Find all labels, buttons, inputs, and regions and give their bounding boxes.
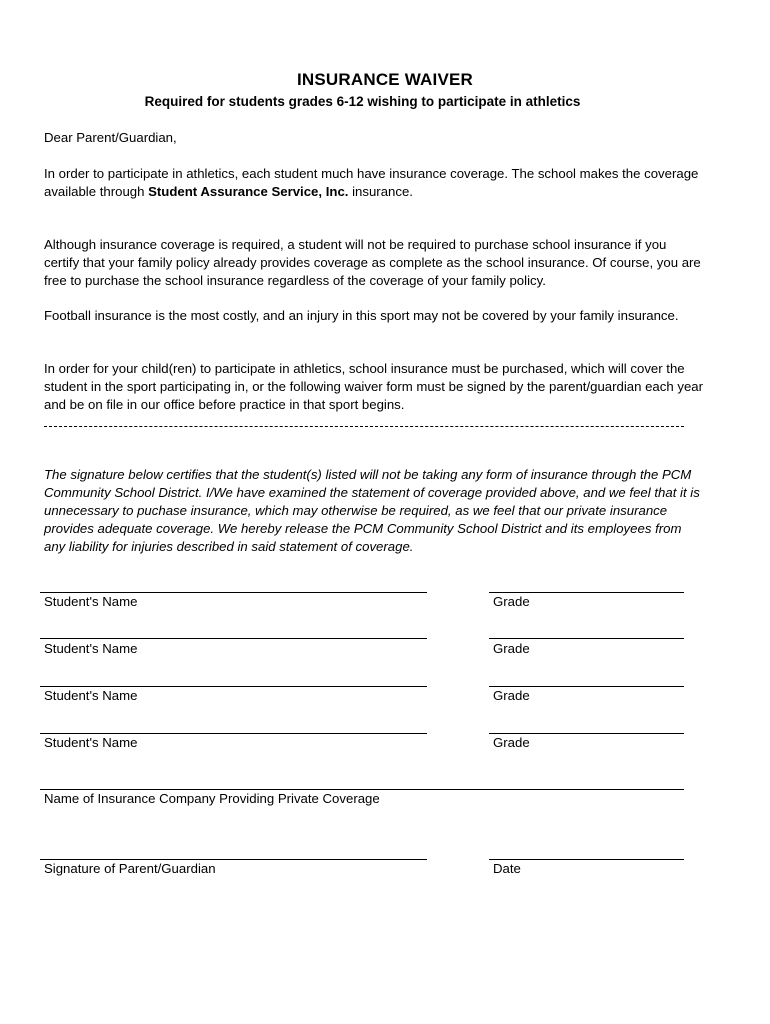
page-title: INSURANCE WAIVER [296, 70, 474, 89]
paragraph-coverage [44, 165, 704, 201]
student-name-line-3[interactable] [40, 686, 427, 687]
cut-line-divider [44, 426, 684, 427]
date-line[interactable] [489, 859, 684, 860]
student-name-label: Student's Name [44, 688, 138, 703]
student-name-line-2[interactable] [40, 638, 427, 639]
student-name-label: Student's Name [44, 641, 138, 656]
paragraph-family-policy: Although insurance coverage is required, a student will not be required to purchase school insurance if you certify that your family policy already provides coverage as complete as the school insurance. Of course, you are free to purchase the school insurance regardless of the coverage of your family policy. [44, 237, 701, 288]
student-name-label: Student's Name [44, 594, 138, 609]
paragraph-football: Football insurance is the most costly, and an injury in this sport may not be covered by your family insurance. [44, 308, 679, 323]
paragraph-coverage-end: insurance. [348, 184, 413, 199]
paragraph-coverage-start: In order to participate in athletics, each student much have insurance coverage. The school makes the coverage available through [44, 166, 699, 199]
student-name-line-4[interactable] [40, 733, 427, 734]
parent-signature-line[interactable] [40, 859, 427, 860]
page-subtitle: Required for students grades 6-12 wishing to participate in athletics [144, 94, 581, 109]
salutation: Dear Parent/Guardian, [44, 130, 177, 145]
insurance-company-line[interactable] [40, 789, 684, 790]
grade-label: Grade [493, 594, 530, 609]
insurance-provider-name: Student Assurance Service, Inc. [148, 184, 349, 199]
grade-label: Grade [493, 641, 530, 656]
grade-line-2[interactable] [489, 638, 684, 639]
student-name-label: Student's Name [44, 735, 138, 750]
grade-label: Grade [493, 735, 530, 750]
grade-line-1[interactable] [489, 592, 684, 593]
parent-signature-label: Signature of Parent/Guardian [44, 861, 216, 876]
grade-label: Grade [493, 688, 530, 703]
insurance-company-label: Name of Insurance Company Providing Private Coverage [44, 791, 380, 806]
paragraph-requirement: In order for your child(ren) to participate in athletics, school insurance must be purchased, which will cover the student in the sport participating in, or the following waiver form must be signed by the parent/guardian each year and be on file in our office before practice in that sport begins. [44, 361, 704, 412]
grade-line-3[interactable] [489, 686, 684, 687]
certification-statement: The signature below certifies that the student(s) listed will not be taking any form of insurance through the PCM Community School District. I/We have examined the statement of coverage provided above, and we feel that it is unnecessary to puchase insurance, which may otherwise be required, as we feel that our private insurance provides adequate coverage. We hereby release the PCM Community School District and its employees from any liability for injuries described in said statement of coverage. [44, 467, 700, 554]
date-label: Date [493, 861, 521, 876]
student-name-line-1[interactable] [40, 592, 427, 593]
grade-line-4[interactable] [489, 733, 684, 734]
